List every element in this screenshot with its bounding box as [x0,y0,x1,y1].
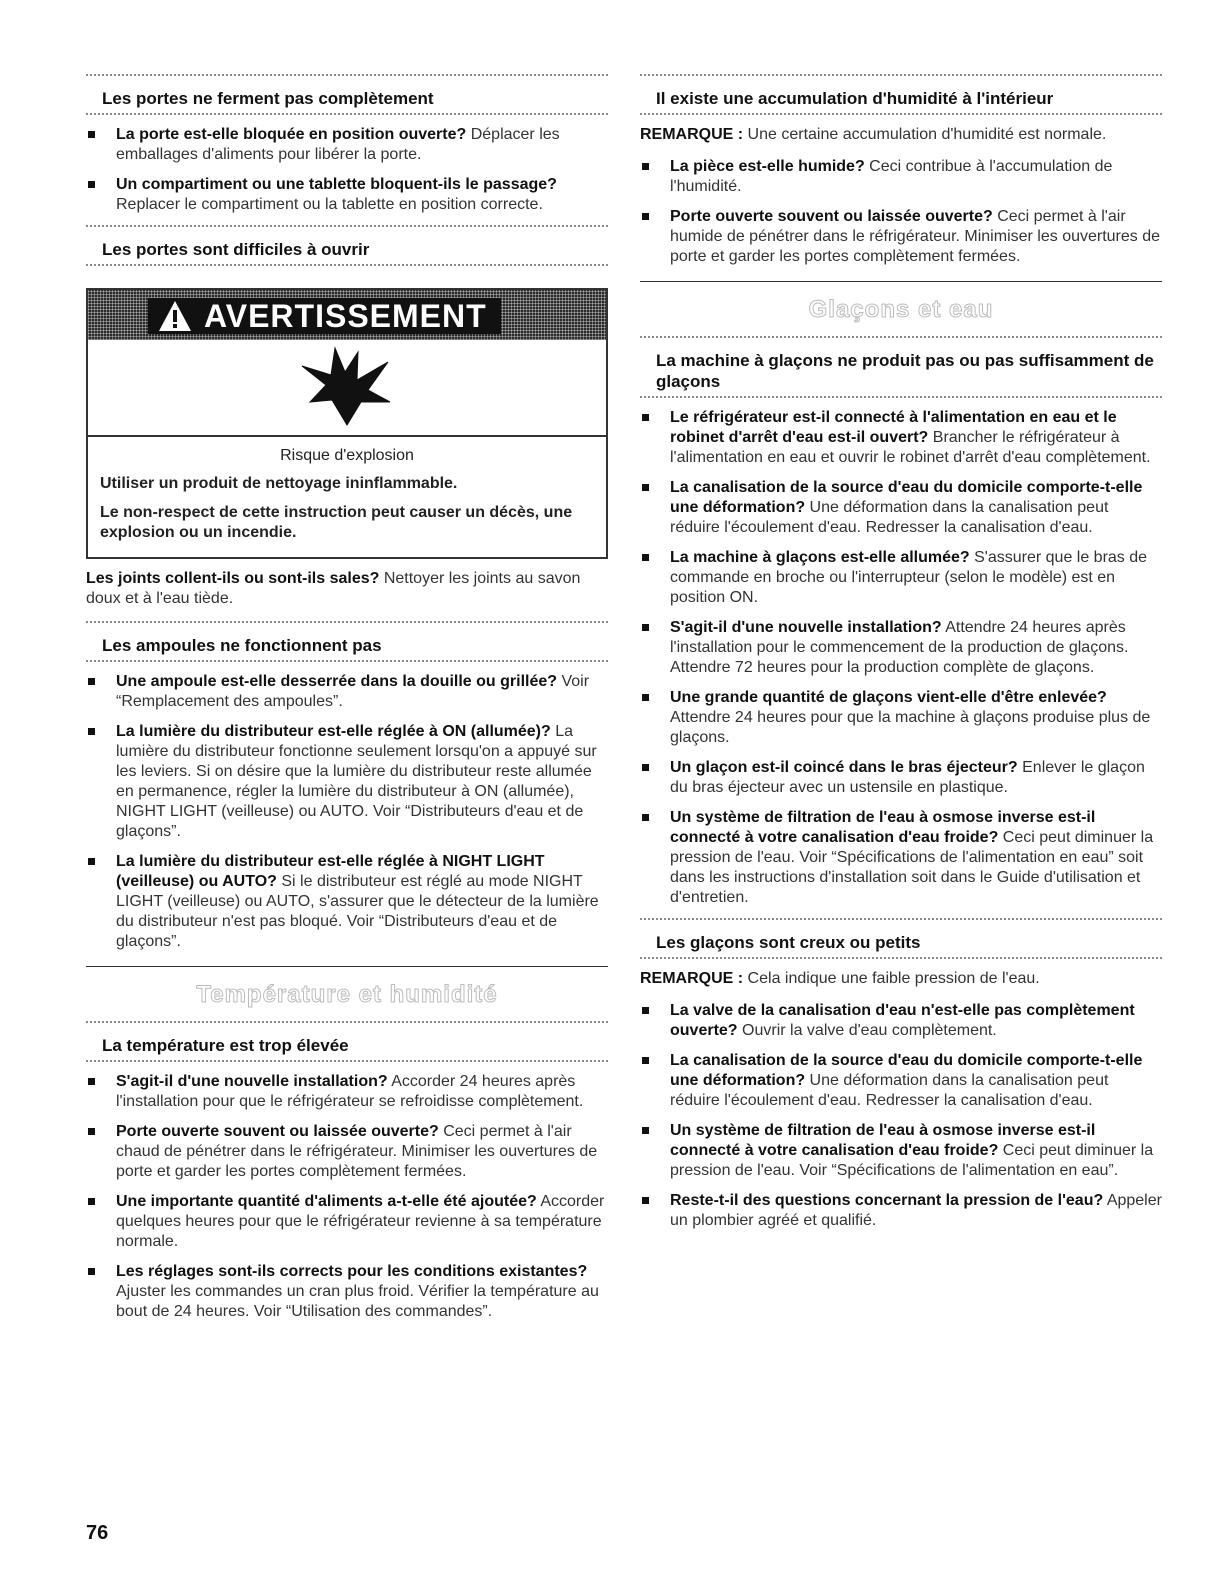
humidity-note: REMARQUE : Une certaine accumulation d'humidité est normale. [640,126,1107,143]
temp-list [86,1072,608,1322]
list-item: Un glaçon est-il coincé dans le bras éjecteur? Enlever le glaçon du bras éjecteur avec un ustensile en plastique. [640,758,1162,798]
bulbs-title: Les ampoules ne fonctionnent pas [102,636,382,655]
ice-section-title: Glaçons et eau [808,296,994,323]
list-item: La canalisation de la source d'eau du domicile comporte-t-elle une déformation? Une déformation dans la canalisation peut réduire l'écoulement d'eau. Redresser la canalisation d'eau. [640,478,1162,538]
ice-sub-title: La machine à glaçons ne produit pas ou pas suffisamment de glaçons [656,351,1154,391]
hollow-note: REMARQUE : Cela indique une faible pression de l'eau. [640,970,1040,987]
hollow-title: Les glaçons sont creux ou petits [656,933,921,952]
list-item: Un système de filtration de l'eau à osmose inverse est-il connecté à votre canalisation d'eau froide? Ceci peut diminuer la pression de l'eau. Voir “Spécifications de l'alimentation en eau”. [640,1121,1162,1181]
list-item: La pièce est-elle humide? Ceci contribue à l'accumulation de l'humidité. [640,157,1162,197]
ice-list [640,408,1162,908]
list-item: Une importante quantité d'aliments a-t-elle été ajoutée? Accorder quelques heures pour que le réfrigérateur revienne à sa température normale. [86,1192,608,1252]
hollow-list [640,1001,1162,1231]
doors-close-header [86,74,608,115]
warning-line-2: Le non-respect de cette instruction peut causer un décès, une explosion ou un incendie. [100,504,573,541]
bulbs-list [86,672,608,952]
list-item: Les réglages sont-ils corrects pour les conditions existantes? Ajuster les commandes un cran plus froid. Vérifier la température au bout de 24 heures. Voir “Utilisation des commandes”. [86,1262,608,1322]
warning-header [88,290,606,340]
list-item: Le réfrigérateur est-il connecté à l'alimentation en eau et le robinet d'arrêt d'eau est-il ouvert? Brancher le réfrigérateur à l'alimentation en eau et ouvrir le robinet d'arrêt d'eau complètement. [640,408,1162,468]
list-item: La canalisation de la source d'eau du domicile comporte-t-elle une déformation? Une déformation dans la canalisation peut réduire l'écoulement d'eau. Redresser la canalisation d'eau. [640,1051,1162,1111]
list-item: Un compartiment ou une tablette bloquent-ils le passage? Replacer le compartiment ou la tablette en position correcte. [86,175,608,215]
hollow-header [640,918,1162,959]
list-item: S'agit-il d'une nouvelle installation? Accorder 24 heures après l'installation pour que le réfrigérateur se refroidisse complètement. [86,1072,608,1112]
bulbs-header [86,621,608,662]
doors-close-list [86,125,608,215]
list-item: La valve de la canalisation d'eau n'est-elle pas complètement ouverte? Ouvrir la valve d'eau complètement. [640,1001,1162,1041]
ice-section [640,281,1162,398]
list-item: Une grande quantité de glaçons vient-elle d'être enlevée? Attendre 24 heures pour que la machine à glaçons produise plus de glaçons. [640,688,1162,748]
list-item: La machine à glaçons est-elle allumée? S'assurer que le bras de commande en broche ou l'interrupteur (selon le modèle) est en position ON. [640,548,1162,608]
explosion-icon [88,340,606,437]
warning-line-1: Utiliser un produit de nettoyage ininflammable. [100,475,458,492]
warning-text [88,437,606,557]
list-item: S'agit-il d'une nouvelle installation? Attendre 24 heures après l'installation pour le commencement de la production de glaçons. Attendre 72 heures pour la production complète de glaçons. [640,618,1162,678]
list-item: Un système de filtration de l'eau à osmose inverse est-il connecté à votre canalisation d'eau froide? Ceci peut diminuer la pression de l'eau. Voir “Spécifications de l'alimentation en eau” soit dans les instructions d'installation soit dans le Guide d'utilisation et d'entretien. [640,808,1162,908]
right-column [640,68,1162,1241]
list-item: La lumière du distributeur est-elle réglée à ON (allumée)? La lumière du distributeur fonctionne seulement lorsqu'on a appuyé sur les leviers. Si on désire que la lumière du distributeur reste allumée en permanence, régler la lumière du distributeur à ON (allumée), NIGHT LIGHT (veilleuse) ou AUTO. Voir “Distributeurs d'eau et de glaçons”. [86,722,608,842]
list-item: Porte ouverte souvent ou laissée ouverte? Ceci permet à l'air chaud de pénétrer dans le réfrigérateur. Minimiser les ouvertures de porte et garder les portes complètement fermées. [86,1122,608,1182]
list-item: Reste-t-il des questions concernant la pression de l'eau? Appeler un plombier agréé et qualifié. [640,1191,1162,1231]
list-item: Porte ouverte souvent ou laissée ouverte? Ceci permet à l'air humide de pénétrer dans le réfrigérateur. Minimiser les ouvertures de porte et garder les portes complètement fermées. [640,207,1162,267]
humidity-list [640,157,1162,267]
list-item: La lumière du distributeur est-elle réglée à NIGHT LIGHT (veilleuse) ou AUTO? Si le distributeur est réglé au mode NIGHT LIGHT (veilleuse) ou AUTO, s'assurer que le détecteur de la lumière du distributeur n'est pas bloqué. Voir “Distributeurs d'eau et de glaçons”. [86,852,608,952]
warning-box [86,288,608,559]
page-number: 76 [86,1522,109,1544]
seals-paragraph: Les joints collent-ils ou sont-ils sales? Nettoyer les joints au savon doux et à l'eau tiède. [86,570,581,607]
list-item: Une ampoule est-elle desserrée dans la douille ou grillée? Voir “Remplacement des ampoules”. [86,672,608,712]
warning-label: AVERTISSEMENT [148,298,501,334]
temp-section-title: Température et humidité [196,981,498,1008]
doors-open-title: Les portes sont difficiles à ouvrir [102,240,370,259]
warning-triangle-icon [158,300,192,332]
warning-risk: Risque d'explosion [280,447,414,464]
doors-close-title: Les portes ne ferment pas complètement [102,89,434,108]
list-item: La porte est-elle bloquée en position ouverte? Déplacer les emballages d'aliments pour libérer la porte. [86,125,608,165]
humidity-title: Il existe une accumulation d'humidité à l'intérieur [656,89,1054,108]
humidity-header [640,74,1162,115]
doors-open-header [86,225,608,266]
temp-sub-title: La température est trop élevée [102,1036,349,1055]
temp-section [86,966,608,1062]
left-column [86,68,608,1332]
